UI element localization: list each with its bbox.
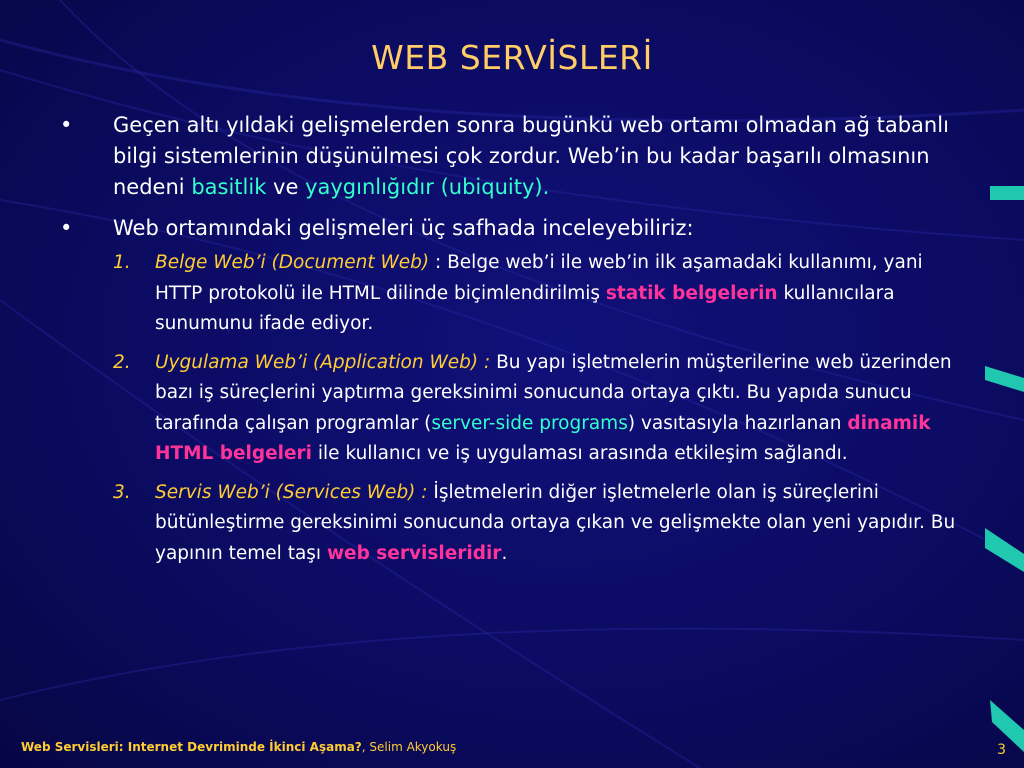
list-item <box>113 478 975 570</box>
slide-title: WEB SERVİSLERİ <box>371 38 653 77</box>
list-item-number: 1. <box>113 252 131 273</box>
bullet-intro-connector: ve <box>266 175 306 199</box>
phase-list <box>113 248 975 569</box>
bullet-phases-text: Web ortamındaki gelişmeleri üç safhada inceleyebiliriz: <box>113 216 694 240</box>
footer-separator: , <box>361 740 370 754</box>
bullet-marker: • <box>60 113 73 137</box>
list-item <box>113 348 975 470</box>
right-edge-decorations <box>985 186 1024 752</box>
list-item-text: Bu yapı işletmelerin müşterilerine web üzerinden bazı iş süreçlerini yaptırma gereksinimi sonucunda ortaya çıktı. Bu yapıda sunucu tarafında çalışan programlar ( <box>155 351 952 434</box>
bullet-intro <box>60 110 975 203</box>
highlight-dinamik-html: dinamik HTML belgeleri <box>155 412 931 464</box>
footer <box>21 740 456 754</box>
highlight-server-side-programs: server-side programs <box>431 412 628 434</box>
highlight-statik-belgelerin: statik belgelerin <box>605 282 778 304</box>
list-item-number: 3. <box>113 481 131 503</box>
list-item-text-end: kullanıcılara sunumunu ifade ediyor. <box>155 282 895 334</box>
list-item <box>113 248 975 340</box>
page-number: 3 <box>997 742 1006 758</box>
list-item-text: : Belge web’i ile web’in ilk aşamadaki kullanımı, yani HTTP protokolü ile HTML dilinde biçimlendirilmiş <box>155 252 923 304</box>
footer-title: Web Servisleri: Internet Devriminde İkinci Aşama? <box>21 740 362 754</box>
highlight-yayginligidir: yaygınlığıdır (ubiquity). <box>305 175 550 199</box>
footer-author: Selim Akyokuş <box>369 740 457 754</box>
highlight-web-servisleridir: web servisleridir <box>326 542 502 564</box>
list-item-heading: Servis Web’i (Services Web) : <box>155 481 434 503</box>
list-item-text-end: ile kullanıcı ve iş uygulaması arasında etkileşim sağlandı. <box>312 443 848 464</box>
list-item-text: İşletmelerin diğer işletmelerle olan iş süreçlerini bütünleştirme gereksinimi sonucunda ortaya çıkan ve gelişmekte olan yeni yapıdır. Bu yapının temel taşı <box>155 481 956 564</box>
bullet-marker: • <box>60 216 73 240</box>
list-item-text-end: . <box>501 542 508 564</box>
list-item-heading: Uygulama Web’i (Application Web) : <box>155 351 497 373</box>
highlight-basitlik: basitlik <box>191 175 267 199</box>
slide-content <box>60 110 975 579</box>
bullet-phases <box>60 213 975 569</box>
list-item-number: 2. <box>113 351 131 373</box>
bullet-intro-text: Geçen altı yıldaki gelişmelerden sonra bugünkü web ortamı olmadan ağ tabanlı bilgi sistemlerinin düşünülmesi çok zordur. Web’in bu kadar başarılı olmasının nedeni <box>113 113 949 199</box>
list-item-heading: Belge Web’i (Document Web) <box>155 252 435 273</box>
list-item-text-mid: ) vasıtasıyla hazırlanan <box>627 412 848 434</box>
